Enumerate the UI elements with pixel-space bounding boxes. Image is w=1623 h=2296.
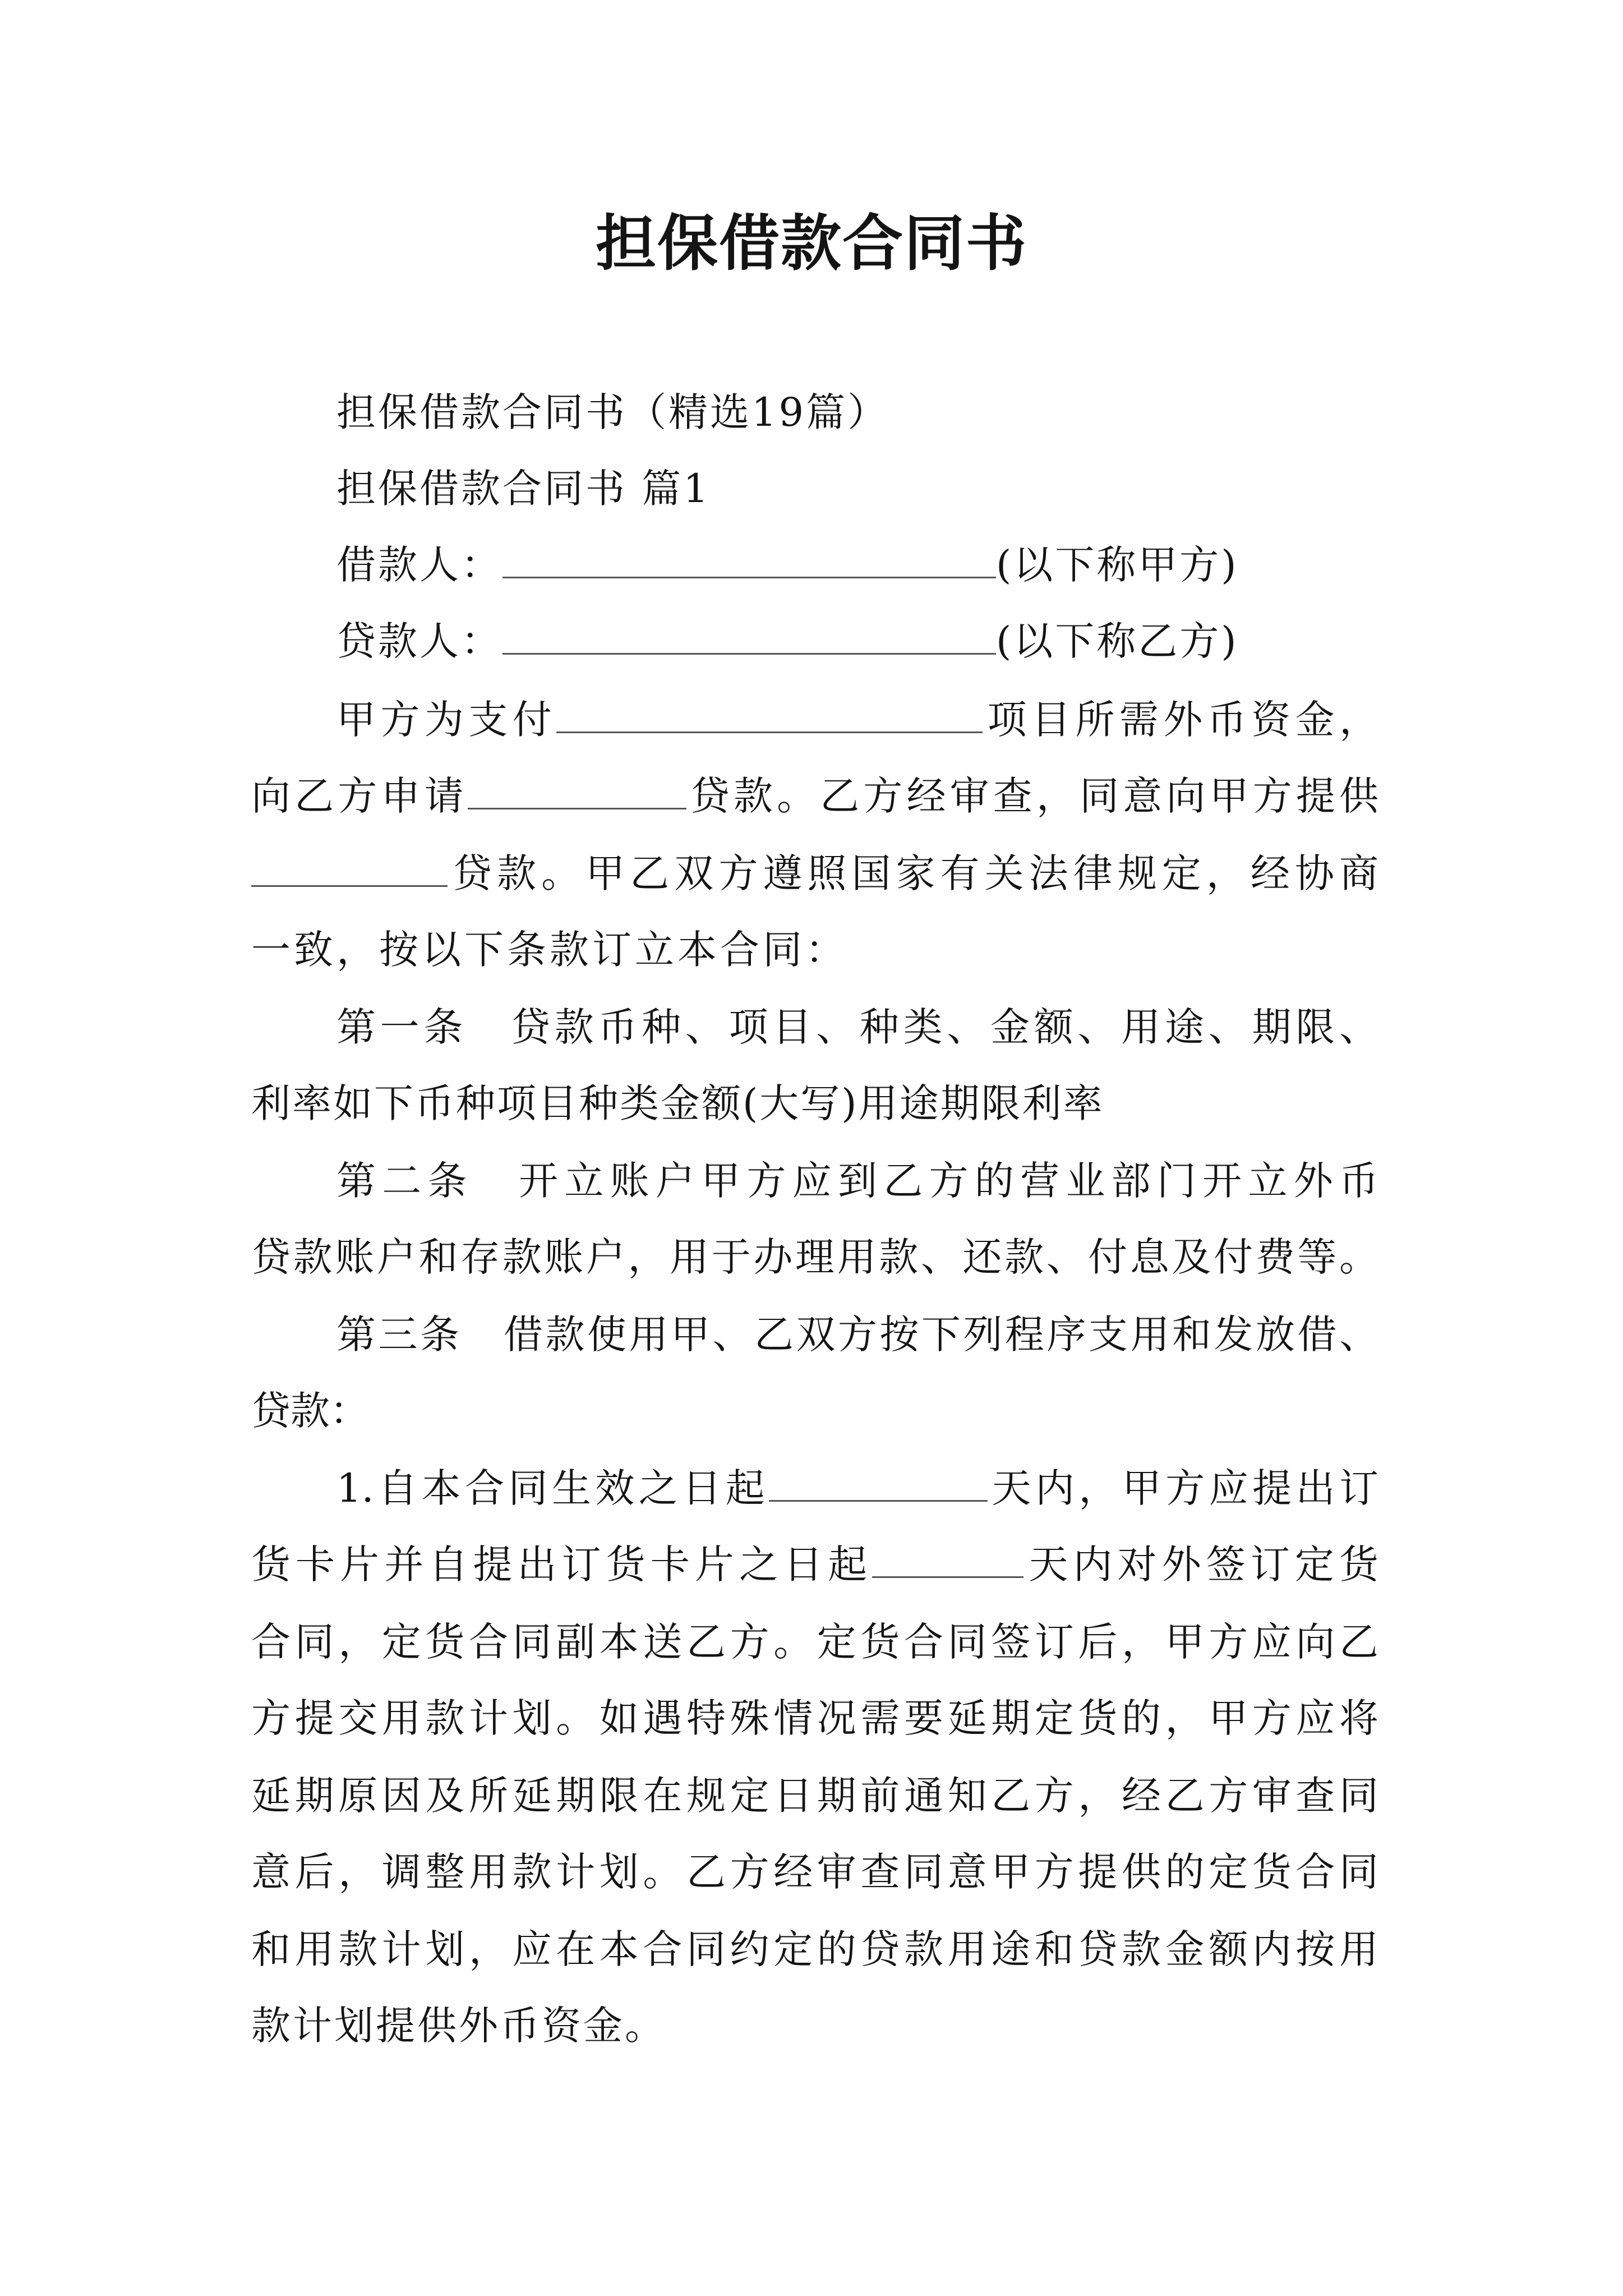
item-1-line: 和用款计划，应在本合同约定的贷款用途和贷款金额内按用 [251,1926,1378,1972]
loan-provide-blank [251,850,448,887]
item-1-line [251,1539,1378,1590]
project-blank [556,697,983,733]
item-1-line: 延期原因及所延期限在规定日期前通知乙方，经乙方审查同 [251,1773,1378,1819]
text-segment: 项目所需外币资金， [983,697,1379,743]
article-3-line: 第三条 借款使用甲、乙双方按下列程序支用和发放借、 [336,1312,1378,1358]
borrower-suffix: (以下称甲方) [996,542,1239,588]
article-1-line: 第一条 贷款币种、项目、种类、金额、用途、期限、 [336,1004,1378,1050]
text-segment: 货卡片并自提出订货卡片之日起 [251,1542,873,1588]
text-segment: 贷款。甲乙双方遵照国家有关法律规定，经协商 [448,850,1378,896]
loan-amount-blank [468,773,686,809]
borrower-blank [502,542,996,578]
paragraph-line [251,848,1378,899]
article-3-line: 贷款： [251,1388,369,1434]
paragraph-line: 一致，按以下条款订立本合同： [251,927,848,973]
article-2-line: 贷款账户和存款账户，用于办理用款、还款、付息及付费等。 [251,1234,1378,1280]
text-segment: 天内对外签订定货 [1023,1542,1379,1588]
document-subtitle: 担保借款合同书（精选19篇） [336,389,889,435]
text-segment: 天内，甲方应提出订 [988,1465,1378,1511]
item-1-line: 合同，定货合同副本送乙方。定货合同签订后，甲方应向乙 [251,1619,1378,1665]
article-1-line: 利率如下币种项目种类金额(大写)用途期限利率 [251,1080,1104,1126]
article-2-line: 第二条 开立账户甲方应到乙方的营业部门开立外币 [336,1158,1378,1204]
text-segment: 向乙方申请 [251,773,468,819]
borrower-label: 借款人： [336,542,502,588]
lender-line [336,616,1239,666]
lender-suffix: (以下称乙方) [996,618,1239,664]
text-segment: 1.自本合同生效之日起 [336,1465,769,1511]
document-title: 担保借款合同书 [595,209,1027,279]
lender-label: 贷款人： [336,618,502,664]
item-1-line: 款计划提供外币资金。 [251,2003,666,2049]
section-heading: 担保借款合同书 篇1 [336,466,711,512]
paragraph-line [336,694,1378,745]
paragraph-line [251,771,1378,821]
item-1-line: 方提交用款计划。如遇特殊情况需要延期定货的，甲方应将 [251,1695,1378,1741]
borrower-line [336,540,1239,590]
item-1-line [336,1463,1378,1513]
lender-blank [502,618,996,655]
text-segment: 贷款。乙方经审查，同意向甲方提供 [686,773,1379,819]
order-days-blank [872,1542,1023,1578]
item-1-line: 意后，调整用款计划。乙方经审查同意甲方提供的定货合同 [251,1849,1378,1895]
text-segment: 甲方为支付 [336,697,557,743]
days-blank [769,1465,988,1502]
